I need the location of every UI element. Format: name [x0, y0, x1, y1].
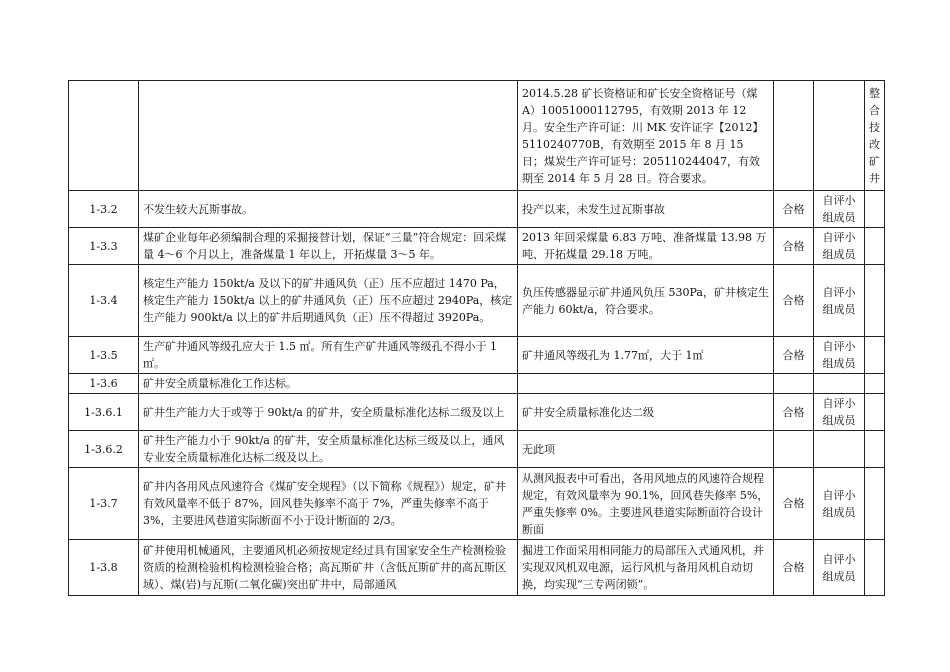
note-cell: [865, 431, 885, 468]
item-id-cell: 1-3.7: [69, 468, 139, 540]
item-id-cell: 1-3.4: [69, 265, 139, 337]
standard-cell: 矿井使用机械通风，主要通风机必须按规定经过具有国家安全生产检测检验资质的检测检验机构检测检验合格；高瓦斯矿井（含低瓦斯矿井的高瓦斯区域）、煤(岩)与瓦斯(二氧化碳)突出矿井中，局部通风: [139, 540, 518, 596]
note-cell: [865, 191, 885, 228]
item-id-cell: 1-3.5: [69, 337, 139, 374]
result-cell: 从测风报表中可看出，各用风地点的风速符合规程规定，有效风量率为 90.1%，回风巷失修率 5%，严重失修率 0%。主要进风巷道实际断面符合设计断面: [518, 468, 774, 540]
evaluator-cell: [814, 431, 865, 468]
result-cell: 投产以来，未发生过瓦斯事故: [518, 191, 774, 228]
result-cell: 负压传感器显示矿井通风负压 530Pa，矿井核定生产能力 60kt/a，符合要求。: [518, 265, 774, 337]
item-id-cell: 1-3.3: [69, 228, 139, 265]
item-id-cell: 1-3.2: [69, 191, 139, 228]
note-cell: [865, 394, 885, 431]
standard-cell: 矿井生产能力小于 90kt/a 的矿井，安全质量标准化达标三级及以上，通风专业安全质量标准化达标二级及以上。: [139, 431, 518, 468]
table-row: [69, 265, 885, 337]
conclusion-cell: 合格: [774, 540, 814, 596]
table-row: [69, 468, 885, 540]
evaluator-cell: 自评小组成员: [814, 265, 865, 337]
result-cell: 矿井通风等级孔为 1.77㎡，大于 1㎡: [518, 337, 774, 374]
note-cell: [865, 228, 885, 265]
note-cell: [865, 81, 885, 191]
evaluation-table: [68, 80, 885, 596]
standard-cell: 煤矿企业每年必须编制合理的采掘接替计划，保证“三量”符合规定：回采煤量 4～6 个月以上，准备煤量 1 年以上，开拓煤量 3～5 年。: [139, 228, 518, 265]
table-row: [69, 81, 885, 191]
item-id-cell: 1-3.6.2: [69, 431, 139, 468]
table-row: [69, 374, 885, 394]
evaluator-cell: 自评小组成员: [814, 468, 865, 540]
result-cell: 2014.5.28 矿长资格证和矿长安全资格证号（煤 A）10051000112795，有效期 2013 年 12 月。安全生产许可证：川 MK 安许证字【2012】5110240770B，有效期至 2015 年 8 月 15 日；煤炭生产许可证号：205110244047，有效期至 2014 年 5 月 28 日。符合要求。: [518, 81, 774, 191]
standard-cell: 矿井内各用风点风速符合《煤矿安全规程》（以下简称《规程》）规定，矿井有效风量率不低于 87%，回风巷失修率不高于 7%，严重失修率不高于 3%，主要进风巷道实际断面不小于设计断面的 2/3。: [139, 468, 518, 540]
item-id-cell: 1-3.6: [69, 374, 139, 394]
table-row: [69, 228, 885, 265]
note-cell: [865, 540, 885, 596]
table-row: [69, 431, 885, 468]
item-id-cell: 1-3.6.1: [69, 394, 139, 431]
standard-cell: [139, 81, 518, 191]
result-cell: 无此项: [518, 431, 774, 468]
note-text: 整合技改矿井: [869, 86, 880, 185]
evaluator-cell: [814, 374, 865, 394]
evaluator-cell: 自评小组成员: [814, 191, 865, 228]
table-body: [69, 81, 885, 596]
evaluator-cell: 自评小组成员: [814, 228, 865, 265]
standard-cell: 矿井生产能力大于或等于 90kt/a 的矿井，安全质量标准化达标二级及以上: [139, 394, 518, 431]
evaluator-cell: 自评小组成员: [814, 394, 865, 431]
conclusion-cell: 合格: [774, 191, 814, 228]
conclusion-cell: 合格: [774, 228, 814, 265]
item-id-cell: 1-3.8: [69, 540, 139, 596]
note-cell: [865, 265, 885, 337]
conclusion-cell: 合格: [774, 337, 814, 374]
standard-cell: 不发生较大瓦斯事故。: [139, 191, 518, 228]
note-cell: [865, 468, 885, 540]
item-id-cell: [69, 81, 139, 191]
result-cell: 2013 年回采煤量 6.83 万吨、准备煤量 13.98 万吨、开拓煤量 29.18 万吨。: [518, 228, 774, 265]
conclusion-cell: [774, 374, 814, 394]
standard-cell: 矿井安全质量标准化工作达标。: [139, 374, 518, 394]
document-page: [68, 80, 884, 596]
conclusion-cell: 合格: [774, 468, 814, 540]
conclusion-cell: 合格: [774, 265, 814, 337]
result-cell: 矿井安全质量标准化达二级: [518, 394, 774, 431]
standard-cell: 生产矿井通风等级孔应大于 1.5 ㎡。所有生产矿井通风等级孔不得小于 1㎡。: [139, 337, 518, 374]
table-row: [69, 337, 885, 374]
evaluator-cell: [814, 81, 865, 191]
result-cell: 掘进工作面采用相同能力的局部压入式通风机，并实现双风机双电源，运行风机与备用风机自动切换，均实现“三专两闭锁”。: [518, 540, 774, 596]
conclusion-cell: 合格: [774, 394, 814, 431]
standard-cell: 核定生产能力 150kt/a 及以下的矿井通风负（正）压不应超过 1470 Pa，核定生产能力 150kt/a 以上的矿井通风负（正）压不应超过 2940Pa，核定生产能力 900kt/a 以上的矿井后期通风负（正）压不得超过 3920Pa。: [139, 265, 518, 337]
note-cell: [865, 337, 885, 374]
result-cell: [518, 374, 774, 394]
table-row: [69, 394, 885, 431]
conclusion-cell: [774, 431, 814, 468]
evaluator-cell: 自评小组成员: [814, 540, 865, 596]
conclusion-cell: [774, 81, 814, 191]
note-cell: [865, 374, 885, 394]
table-row: [69, 191, 885, 228]
evaluator-cell: 自评小组成员: [814, 337, 865, 374]
table-row: [69, 540, 885, 596]
